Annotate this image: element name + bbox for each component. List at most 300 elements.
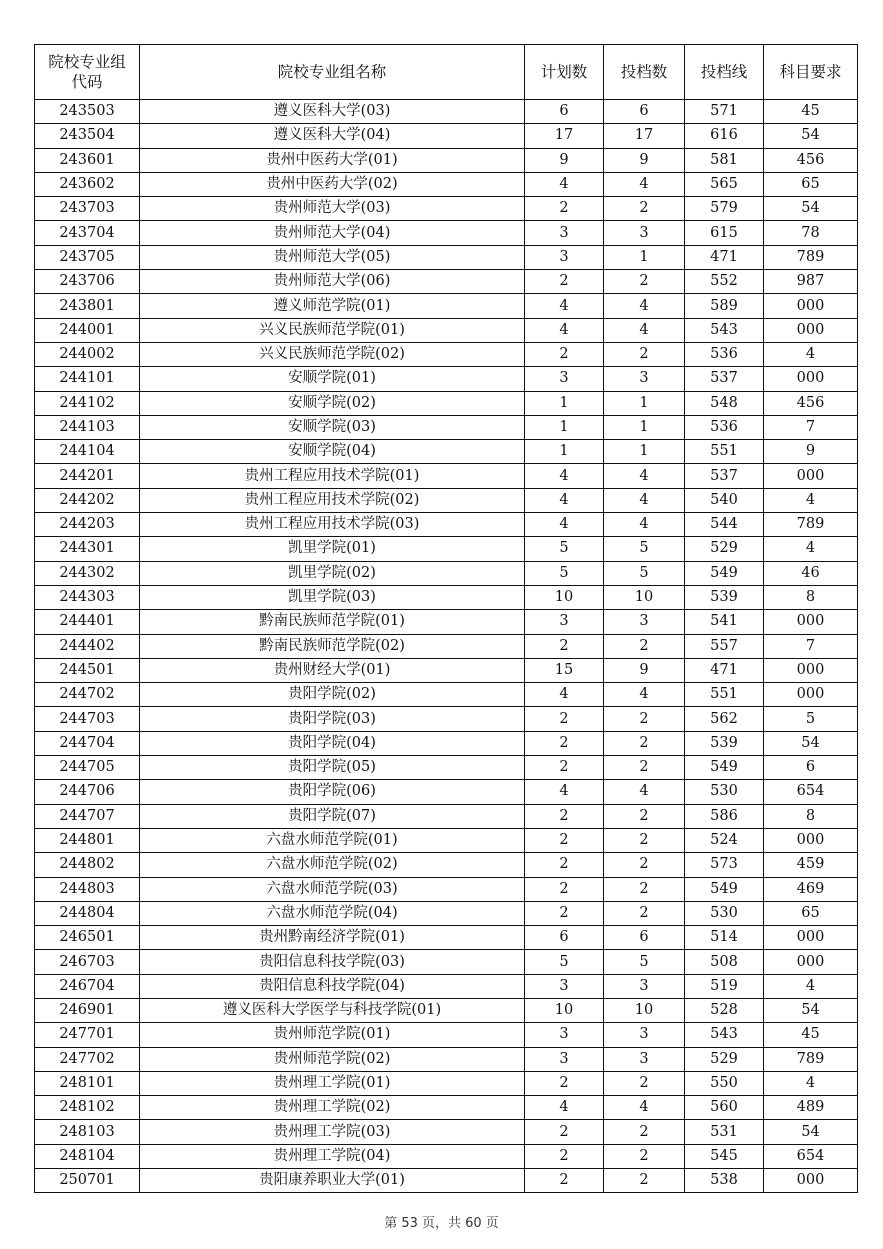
cell-subject-requirement: 54 bbox=[764, 197, 858, 221]
table-row bbox=[35, 658, 858, 682]
cell-subject-requirement: 78 bbox=[764, 221, 858, 245]
cell-cutoff-score: 529 bbox=[685, 537, 764, 561]
cell-plan-count: 1 bbox=[525, 440, 604, 464]
cell-admitted-count: 2 bbox=[604, 270, 685, 294]
cell-plan-count: 4 bbox=[525, 780, 604, 804]
cell-group-code: 246501 bbox=[35, 926, 140, 950]
table-row bbox=[35, 294, 858, 318]
cell-group-name: 贵州工程应用技术学院(03) bbox=[140, 513, 525, 537]
cell-group-name: 黔南民族师范学院(01) bbox=[140, 610, 525, 634]
cell-plan-count: 5 bbox=[525, 537, 604, 561]
cell-group-name: 六盘水师范学院(03) bbox=[140, 877, 525, 901]
table-row bbox=[35, 998, 858, 1022]
cell-group-code: 244707 bbox=[35, 804, 140, 828]
cell-plan-count: 2 bbox=[525, 634, 604, 658]
cell-group-name: 贵阳信息科技学院(04) bbox=[140, 974, 525, 998]
table-row bbox=[35, 537, 858, 561]
cell-group-code: 243601 bbox=[35, 148, 140, 172]
table-header-row bbox=[35, 45, 858, 100]
cell-group-name: 贵阳学院(07) bbox=[140, 804, 525, 828]
table-row bbox=[35, 634, 858, 658]
cell-plan-count: 4 bbox=[525, 513, 604, 537]
cell-plan-count: 5 bbox=[525, 561, 604, 585]
cell-group-code: 244104 bbox=[35, 440, 140, 464]
table-row bbox=[35, 318, 858, 342]
table-row bbox=[35, 828, 858, 852]
header-group-code-line1: 院校专业组 bbox=[48, 53, 126, 71]
cell-group-name: 兴义民族师范学院(02) bbox=[140, 342, 525, 366]
cell-admitted-count: 1 bbox=[604, 440, 685, 464]
cell-group-code: 244103 bbox=[35, 415, 140, 439]
cell-group-code: 243703 bbox=[35, 197, 140, 221]
cell-group-name: 六盘水师范学院(04) bbox=[140, 901, 525, 925]
cell-group-name: 贵州师范学院(01) bbox=[140, 1023, 525, 1047]
cell-admitted-count: 2 bbox=[604, 1144, 685, 1168]
cell-subject-requirement: 654 bbox=[764, 1144, 858, 1168]
cell-cutoff-score: 557 bbox=[685, 634, 764, 658]
table-row bbox=[35, 367, 858, 391]
cell-subject-requirement: 456 bbox=[764, 148, 858, 172]
cell-group-name: 遵义医科大学(04) bbox=[140, 124, 525, 148]
cell-group-code: 244302 bbox=[35, 561, 140, 585]
cell-subject-requirement: 6 bbox=[764, 756, 858, 780]
cell-group-code: 244803 bbox=[35, 877, 140, 901]
cell-group-code: 250701 bbox=[35, 1169, 140, 1193]
cell-admitted-count: 2 bbox=[604, 901, 685, 925]
table-row bbox=[35, 245, 858, 269]
header-plan-count: 计划数 bbox=[525, 45, 604, 100]
cell-cutoff-score: 537 bbox=[685, 367, 764, 391]
cell-cutoff-score: 471 bbox=[685, 658, 764, 682]
cell-group-code: 244102 bbox=[35, 391, 140, 415]
table-row bbox=[35, 342, 858, 366]
cell-cutoff-score: 531 bbox=[685, 1120, 764, 1144]
cell-group-code: 246704 bbox=[35, 974, 140, 998]
table-row bbox=[35, 1169, 858, 1193]
cell-plan-count: 2 bbox=[525, 1071, 604, 1095]
cell-plan-count: 2 bbox=[525, 853, 604, 877]
cell-admitted-count: 3 bbox=[604, 1023, 685, 1047]
cell-group-name: 凯里学院(03) bbox=[140, 585, 525, 609]
cell-group-code: 244301 bbox=[35, 537, 140, 561]
cell-admitted-count: 9 bbox=[604, 658, 685, 682]
cell-subject-requirement: 456 bbox=[764, 391, 858, 415]
cell-admitted-count: 2 bbox=[604, 1071, 685, 1095]
cell-admitted-count: 2 bbox=[604, 731, 685, 755]
cell-cutoff-score: 550 bbox=[685, 1071, 764, 1095]
cell-admitted-count: 6 bbox=[604, 926, 685, 950]
cell-cutoff-score: 529 bbox=[685, 1047, 764, 1071]
cell-cutoff-score: 530 bbox=[685, 780, 764, 804]
cell-group-code: 246901 bbox=[35, 998, 140, 1022]
table-row bbox=[35, 683, 858, 707]
cell-subject-requirement: 000 bbox=[764, 658, 858, 682]
cell-cutoff-score: 514 bbox=[685, 926, 764, 950]
cell-group-name: 贵阳学院(03) bbox=[140, 707, 525, 731]
cell-cutoff-score: 530 bbox=[685, 901, 764, 925]
cell-plan-count: 4 bbox=[525, 318, 604, 342]
cell-group-code: 248103 bbox=[35, 1120, 140, 1144]
cell-plan-count: 10 bbox=[525, 585, 604, 609]
cell-cutoff-score: 519 bbox=[685, 974, 764, 998]
cell-cutoff-score: 548 bbox=[685, 391, 764, 415]
cell-group-name: 贵州理工学院(01) bbox=[140, 1071, 525, 1095]
cell-group-name: 黔南民族师范学院(02) bbox=[140, 634, 525, 658]
cell-cutoff-score: 579 bbox=[685, 197, 764, 221]
cell-admitted-count: 4 bbox=[604, 1096, 685, 1120]
cell-subject-requirement: 4 bbox=[764, 342, 858, 366]
cell-admitted-count: 2 bbox=[604, 1120, 685, 1144]
cell-admitted-count: 5 bbox=[604, 561, 685, 585]
table-row bbox=[35, 561, 858, 585]
cell-group-name: 贵州理工学院(02) bbox=[140, 1096, 525, 1120]
cell-group-code: 244203 bbox=[35, 513, 140, 537]
cell-admitted-count: 2 bbox=[604, 707, 685, 731]
table-row bbox=[35, 756, 858, 780]
cell-subject-requirement: 45 bbox=[764, 1023, 858, 1047]
cell-group-name: 安顺学院(03) bbox=[140, 415, 525, 439]
table-row bbox=[35, 415, 858, 439]
cell-admitted-count: 4 bbox=[604, 513, 685, 537]
table-row bbox=[35, 391, 858, 415]
table-row bbox=[35, 148, 858, 172]
cell-admitted-count: 10 bbox=[604, 998, 685, 1022]
cell-plan-count: 2 bbox=[525, 1144, 604, 1168]
cell-subject-requirement: 000 bbox=[764, 1169, 858, 1193]
cell-subject-requirement: 654 bbox=[764, 780, 858, 804]
cell-plan-count: 3 bbox=[525, 610, 604, 634]
cell-subject-requirement: 65 bbox=[764, 172, 858, 196]
table-row bbox=[35, 100, 858, 124]
cell-subject-requirement: 9 bbox=[764, 440, 858, 464]
cell-admitted-count: 1 bbox=[604, 245, 685, 269]
cell-admitted-count: 1 bbox=[604, 415, 685, 439]
cell-plan-count: 2 bbox=[525, 342, 604, 366]
table-row bbox=[35, 974, 858, 998]
cell-cutoff-score: 581 bbox=[685, 148, 764, 172]
table-row bbox=[35, 464, 858, 488]
table-body bbox=[35, 100, 858, 1193]
cell-group-name: 贵阳康养职业大学(01) bbox=[140, 1169, 525, 1193]
cell-plan-count: 6 bbox=[525, 926, 604, 950]
cell-cutoff-score: 549 bbox=[685, 877, 764, 901]
cell-subject-requirement: 469 bbox=[764, 877, 858, 901]
cell-admitted-count: 3 bbox=[604, 367, 685, 391]
cell-group-code: 246703 bbox=[35, 950, 140, 974]
cell-plan-count: 9 bbox=[525, 148, 604, 172]
cell-plan-count: 4 bbox=[525, 488, 604, 512]
table-row bbox=[35, 731, 858, 755]
cell-subject-requirement: 7 bbox=[764, 415, 858, 439]
cell-plan-count: 3 bbox=[525, 1047, 604, 1071]
cell-admitted-count: 9 bbox=[604, 148, 685, 172]
cell-group-code: 243504 bbox=[35, 124, 140, 148]
cell-subject-requirement: 65 bbox=[764, 901, 858, 925]
cell-group-name: 贵阳学院(05) bbox=[140, 756, 525, 780]
cell-cutoff-score: 539 bbox=[685, 585, 764, 609]
cell-cutoff-score: 545 bbox=[685, 1144, 764, 1168]
cell-admitted-count: 3 bbox=[604, 610, 685, 634]
cell-admitted-count: 2 bbox=[604, 342, 685, 366]
cell-plan-count: 2 bbox=[525, 877, 604, 901]
cell-subject-requirement: 54 bbox=[764, 998, 858, 1022]
cell-group-name: 遵义医科大学(03) bbox=[140, 100, 525, 124]
cell-group-name: 安顺学院(01) bbox=[140, 367, 525, 391]
cell-plan-count: 2 bbox=[525, 804, 604, 828]
cell-group-code: 248104 bbox=[35, 1144, 140, 1168]
cell-group-name: 贵州师范大学(05) bbox=[140, 245, 525, 269]
cell-admitted-count: 5 bbox=[604, 950, 685, 974]
cell-admitted-count: 2 bbox=[604, 756, 685, 780]
cell-admitted-count: 4 bbox=[604, 318, 685, 342]
cell-group-code: 244702 bbox=[35, 683, 140, 707]
cell-subject-requirement: 000 bbox=[764, 367, 858, 391]
cell-group-code: 244704 bbox=[35, 731, 140, 755]
table-row bbox=[35, 440, 858, 464]
cell-subject-requirement: 8 bbox=[764, 585, 858, 609]
cell-cutoff-score: 543 bbox=[685, 1023, 764, 1047]
cell-cutoff-score: 616 bbox=[685, 124, 764, 148]
cell-plan-count: 2 bbox=[525, 1169, 604, 1193]
table-row bbox=[35, 610, 858, 634]
cell-subject-requirement: 489 bbox=[764, 1096, 858, 1120]
cell-group-code: 244303 bbox=[35, 585, 140, 609]
cell-cutoff-score: 537 bbox=[685, 464, 764, 488]
cell-admitted-count: 6 bbox=[604, 100, 685, 124]
cell-subject-requirement: 54 bbox=[764, 731, 858, 755]
page-footer: 第 53 页，共 60 页 bbox=[384, 1216, 499, 1231]
cell-cutoff-score: 549 bbox=[685, 756, 764, 780]
cell-subject-requirement: 7 bbox=[764, 634, 858, 658]
cell-plan-count: 4 bbox=[525, 683, 604, 707]
cell-group-code: 244401 bbox=[35, 610, 140, 634]
table-row bbox=[35, 877, 858, 901]
header-admitted-count: 投档数 bbox=[604, 45, 685, 100]
cell-subject-requirement: 000 bbox=[764, 926, 858, 950]
cell-plan-count: 2 bbox=[525, 197, 604, 221]
cell-group-name: 贵州财经大学(01) bbox=[140, 658, 525, 682]
cell-cutoff-score: 571 bbox=[685, 100, 764, 124]
cell-group-code: 244705 bbox=[35, 756, 140, 780]
cell-plan-count: 1 bbox=[525, 391, 604, 415]
cell-group-code: 244501 bbox=[35, 658, 140, 682]
cell-group-code: 244706 bbox=[35, 780, 140, 804]
table-row bbox=[35, 197, 858, 221]
cell-plan-count: 2 bbox=[525, 756, 604, 780]
cell-admitted-count: 2 bbox=[604, 1169, 685, 1193]
cell-subject-requirement: 459 bbox=[764, 853, 858, 877]
cell-plan-count: 17 bbox=[525, 124, 604, 148]
table-row bbox=[35, 804, 858, 828]
cell-plan-count: 3 bbox=[525, 367, 604, 391]
cell-cutoff-score: 536 bbox=[685, 342, 764, 366]
cell-subject-requirement: 789 bbox=[764, 245, 858, 269]
cell-admitted-count: 4 bbox=[604, 464, 685, 488]
table-row bbox=[35, 172, 858, 196]
cell-cutoff-score: 524 bbox=[685, 828, 764, 852]
cell-admitted-count: 4 bbox=[604, 488, 685, 512]
cell-group-code: 244802 bbox=[35, 853, 140, 877]
table-row bbox=[35, 270, 858, 294]
cell-plan-count: 2 bbox=[525, 731, 604, 755]
cell-cutoff-score: 544 bbox=[685, 513, 764, 537]
cell-subject-requirement: 000 bbox=[764, 950, 858, 974]
header-subject-requirement: 科目要求 bbox=[764, 45, 858, 100]
cell-subject-requirement: 54 bbox=[764, 124, 858, 148]
cell-group-code: 243602 bbox=[35, 172, 140, 196]
cell-group-code: 247701 bbox=[35, 1023, 140, 1047]
cell-group-name: 贵州中医药大学(02) bbox=[140, 172, 525, 196]
cell-admitted-count: 4 bbox=[604, 683, 685, 707]
document-page bbox=[34, 44, 857, 1193]
cell-subject-requirement: 000 bbox=[764, 828, 858, 852]
cell-cutoff-score: 565 bbox=[685, 172, 764, 196]
cell-plan-count: 15 bbox=[525, 658, 604, 682]
cell-group-code: 244002 bbox=[35, 342, 140, 366]
cell-group-name: 贵阳信息科技学院(03) bbox=[140, 950, 525, 974]
table-row bbox=[35, 513, 858, 537]
cell-plan-count: 2 bbox=[525, 1120, 604, 1144]
header-group-code bbox=[35, 45, 140, 100]
cell-cutoff-score: 551 bbox=[685, 440, 764, 464]
cell-group-name: 贵阳学院(06) bbox=[140, 780, 525, 804]
cell-group-name: 贵州理工学院(03) bbox=[140, 1120, 525, 1144]
cell-admitted-count: 2 bbox=[604, 828, 685, 852]
table-row bbox=[35, 488, 858, 512]
cell-subject-requirement: 000 bbox=[764, 318, 858, 342]
cell-subject-requirement: 789 bbox=[764, 513, 858, 537]
cell-subject-requirement: 5 bbox=[764, 707, 858, 731]
cell-plan-count: 3 bbox=[525, 221, 604, 245]
cell-group-code: 244101 bbox=[35, 367, 140, 391]
table-row bbox=[35, 950, 858, 974]
cell-cutoff-score: 540 bbox=[685, 488, 764, 512]
cell-group-name: 贵州师范大学(04) bbox=[140, 221, 525, 245]
cell-plan-count: 3 bbox=[525, 974, 604, 998]
cell-subject-requirement: 000 bbox=[764, 683, 858, 707]
cell-cutoff-score: 549 bbox=[685, 561, 764, 585]
cell-group-name: 贵州理工学院(04) bbox=[140, 1144, 525, 1168]
cell-cutoff-score: 541 bbox=[685, 610, 764, 634]
table-row bbox=[35, 1096, 858, 1120]
table-row bbox=[35, 780, 858, 804]
cell-plan-count: 2 bbox=[525, 901, 604, 925]
table-row bbox=[35, 926, 858, 950]
cell-subject-requirement: 789 bbox=[764, 1047, 858, 1071]
cell-group-code: 248101 bbox=[35, 1071, 140, 1095]
cell-subject-requirement: 000 bbox=[764, 464, 858, 488]
cell-plan-count: 4 bbox=[525, 172, 604, 196]
cell-group-name: 贵州师范学院(02) bbox=[140, 1047, 525, 1071]
cell-group-code: 244201 bbox=[35, 464, 140, 488]
cell-group-code: 244402 bbox=[35, 634, 140, 658]
cell-admitted-count: 4 bbox=[604, 172, 685, 196]
cell-subject-requirement: 4 bbox=[764, 488, 858, 512]
cell-subject-requirement: 4 bbox=[764, 974, 858, 998]
cell-plan-count: 3 bbox=[525, 1023, 604, 1047]
table-row bbox=[35, 901, 858, 925]
cell-group-code: 243801 bbox=[35, 294, 140, 318]
cell-admitted-count: 1 bbox=[604, 391, 685, 415]
cell-group-code: 247702 bbox=[35, 1047, 140, 1071]
cell-admitted-count: 2 bbox=[604, 853, 685, 877]
cell-plan-count: 6 bbox=[525, 100, 604, 124]
cell-plan-count: 10 bbox=[525, 998, 604, 1022]
cell-admitted-count: 10 bbox=[604, 585, 685, 609]
cell-subject-requirement: 4 bbox=[764, 1071, 858, 1095]
cell-group-code: 244804 bbox=[35, 901, 140, 925]
cell-cutoff-score: 615 bbox=[685, 221, 764, 245]
cell-subject-requirement: 000 bbox=[764, 294, 858, 318]
cell-plan-count: 5 bbox=[525, 950, 604, 974]
cell-admitted-count: 3 bbox=[604, 974, 685, 998]
cell-plan-count: 2 bbox=[525, 707, 604, 731]
header-cutoff-score: 投档线 bbox=[685, 45, 764, 100]
cell-group-name: 贵州工程应用技术学院(01) bbox=[140, 464, 525, 488]
cell-group-name: 贵阳学院(04) bbox=[140, 731, 525, 755]
header-group-code-line2: 代码 bbox=[71, 73, 103, 91]
cell-group-code: 243704 bbox=[35, 221, 140, 245]
cell-cutoff-score: 586 bbox=[685, 804, 764, 828]
cell-admitted-count: 5 bbox=[604, 537, 685, 561]
cell-subject-requirement: 45 bbox=[764, 100, 858, 124]
table-row bbox=[35, 853, 858, 877]
cell-cutoff-score: 551 bbox=[685, 683, 764, 707]
cell-cutoff-score: 539 bbox=[685, 731, 764, 755]
cell-cutoff-score: 508 bbox=[685, 950, 764, 974]
cell-admitted-count: 3 bbox=[604, 221, 685, 245]
cell-group-name: 贵阳学院(02) bbox=[140, 683, 525, 707]
cell-group-name: 安顺学院(02) bbox=[140, 391, 525, 415]
cell-cutoff-score: 538 bbox=[685, 1169, 764, 1193]
cell-subject-requirement: 000 bbox=[764, 610, 858, 634]
cell-admitted-count: 2 bbox=[604, 197, 685, 221]
table-row bbox=[35, 1144, 858, 1168]
cell-plan-count: 2 bbox=[525, 270, 604, 294]
header-group-name: 院校专业组名称 bbox=[140, 45, 525, 100]
cell-subject-requirement: 46 bbox=[764, 561, 858, 585]
cell-admitted-count: 2 bbox=[604, 877, 685, 901]
cell-plan-count: 3 bbox=[525, 245, 604, 269]
cell-group-code: 248102 bbox=[35, 1096, 140, 1120]
cell-cutoff-score: 471 bbox=[685, 245, 764, 269]
table-row bbox=[35, 221, 858, 245]
cell-group-code: 243705 bbox=[35, 245, 140, 269]
cell-admitted-count: 4 bbox=[604, 780, 685, 804]
cell-subject-requirement: 4 bbox=[764, 537, 858, 561]
cell-admitted-count: 2 bbox=[604, 634, 685, 658]
table-row bbox=[35, 585, 858, 609]
cell-group-name: 安顺学院(04) bbox=[140, 440, 525, 464]
cell-subject-requirement: 987 bbox=[764, 270, 858, 294]
table-row bbox=[35, 1023, 858, 1047]
cell-plan-count: 2 bbox=[525, 828, 604, 852]
table-row bbox=[35, 1120, 858, 1144]
cell-admitted-count: 3 bbox=[604, 1047, 685, 1071]
cell-admitted-count: 4 bbox=[604, 294, 685, 318]
cell-cutoff-score: 560 bbox=[685, 1096, 764, 1120]
cell-group-code: 244703 bbox=[35, 707, 140, 731]
cell-group-name: 贵州中医药大学(01) bbox=[140, 148, 525, 172]
cell-group-code: 243706 bbox=[35, 270, 140, 294]
cell-cutoff-score: 573 bbox=[685, 853, 764, 877]
cell-group-code: 244801 bbox=[35, 828, 140, 852]
cell-subject-requirement: 54 bbox=[764, 1120, 858, 1144]
cell-group-name: 遵义师范学院(01) bbox=[140, 294, 525, 318]
cell-group-name: 凯里学院(02) bbox=[140, 561, 525, 585]
cell-group-name: 六盘水师范学院(02) bbox=[140, 853, 525, 877]
cell-subject-requirement: 8 bbox=[764, 804, 858, 828]
